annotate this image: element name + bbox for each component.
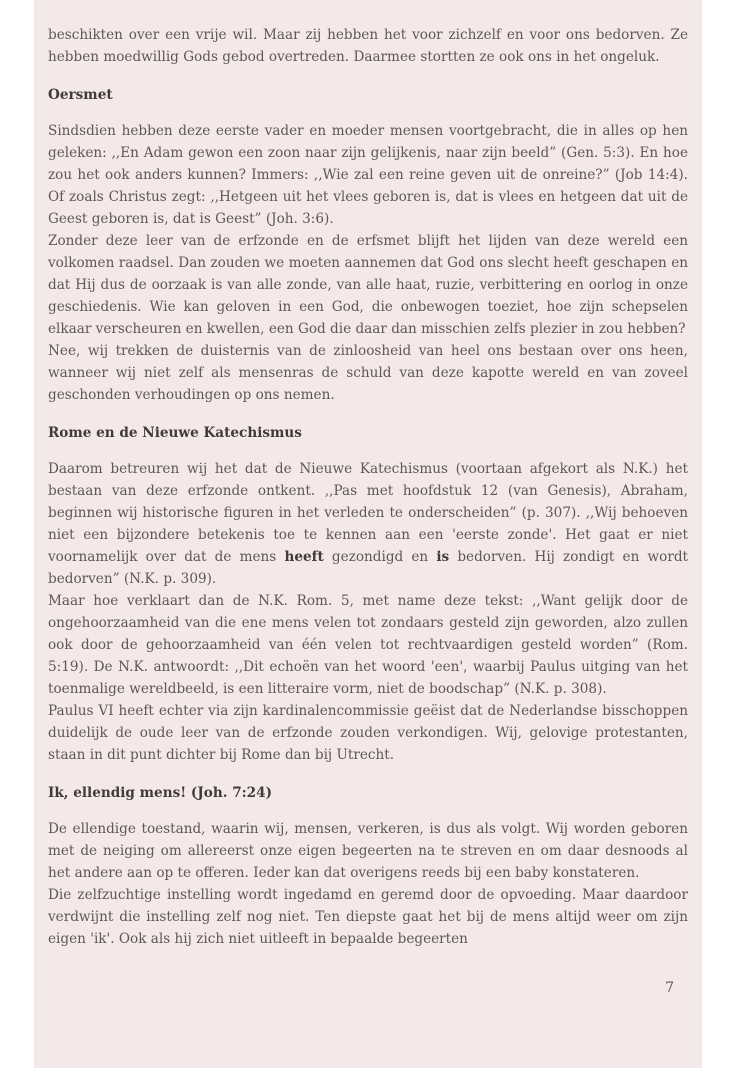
page	[34, 0, 702, 1068]
ellendig-paragraph-2: Die zelfzuchtige instelling wordt ingedamd en geremd door de opvoeding. Maar daardoor verdwijnt die instelling zelf nog niet. Ten diepste gaat het bij de mens altijd weer om zijn eigen 'ik'. Ook als hij zich niet uitleeft in bepaalde begeerten	[48, 887, 688, 947]
rome-p1-text-b: gezondigd en	[323, 549, 437, 565]
heading-rome: Rome en de Nieuwe Katechismus	[48, 425, 302, 441]
intro-paragraph: beschikten over een vrije wil. Maar zij hebben het voor zichzelf en voor ons bedorven. Ze hebben moedwillig Gods gebod overtreden. Daarmee stortten ze ook ons in het ongeluk.	[48, 27, 688, 65]
rome-p1-bold-is: is	[436, 549, 450, 565]
ellendig-paragraph-1: De ellendige toestand, waarin wij, mensen, verkeren, is dus als volgt. Wij worden geboren met de neiging om allereerst onze eigen begeerten na te streven en om daar desnoods al het andere aan op te offeren. Ieder kan dat overigens reeds bij een baby konstateren.	[48, 821, 688, 881]
rome-paragraph-2: Maar hoe verklaart dan de N.K. Rom. 5, met name deze tekst: ,,Want gelijk door de ongehoorzaamheid van die ene mens velen tot zondaars gesteld zijn geworden, alzo zullen ook door de gehoorzaamheid van één velen tot rechtvaardigen gesteld worden” (Rom. 5:19). De N.K. antwoordt: ,,Dit echoën van het woord 'een', waarbij Paulus uitging van het toenmalige wereldbeeld, is een litteraire vorm, niet de boodschap” (N.K. p. 308).	[48, 593, 688, 697]
rome-p1-bold-heeft: heeft	[284, 549, 324, 565]
heading-oersmet: Oersmet	[48, 87, 113, 103]
oersmet-paragraph-2: Zonder deze leer van de erfzonde en de erfsmet blijft het lijden van deze wereld een volkomen raadsel. Dan zouden we moeten aannemen dat God ons slecht heeft geschapen en dat Hij dus de oorzaak is van alle zonde, van alle haat, ruzie, verbittering en oorlog in onze geschiedenis. Wie kan geloven in een God, die onbewogen toeziet, hoe zijn schepselen elkaar verscheuren en kwellen, een God die daar dan misschien zelfs plezier in zou hebben?	[48, 233, 688, 337]
heading-ellendig: Ik, ellendig mens! (Joh. 7:24)	[48, 785, 273, 801]
rome-paragraph-1	[48, 458, 688, 590]
rome-paragraph-3: Paulus VI heeft echter via zijn kardinalencommissie geëist dat de Nederlandse bisschoppen duidelijk de oude leer van de erfzonde zouden verkondigen. Wij, gelovige protestanten, staan in dit punt dichter bij Rome dan bij Utrecht.	[48, 703, 688, 763]
page-content	[48, 24, 688, 950]
rome-p1-text-a: Daarom betreuren wij het dat de Nieuwe Katechismus (voortaan afgekort als N.K.) het bestaan van deze erfzonde ontkent. ,,Pas met hoofdstuk 12 (van Genesis), Abraham, beginnen wij historische figuren in het verleden te onderscheiden” (p. 307). ,,Wij behoeven niet een bijzondere betekenis toe te kennen aan een 'eerste zonde'. Het gaat er niet voornamelijk over dat de mens	[48, 461, 688, 565]
page-number: 7	[665, 980, 674, 996]
rome-p1-text-c: bedorven. Hij zondigt en wordt bedorven” (N.K. p. 309).	[48, 549, 688, 587]
oersmet-paragraph-1: Sindsdien hebben deze eerste vader en moeder mensen voortgebracht, die in alles op hen geleken: ,,En Adam gewon een zoon naar zijn gelijkenis, naar zijn beeld” (Gen. 5:3). En hoe zou het ook anders kunnen? Immers: ,,Wie zal een reine geven uit de onreine?” (Job 14:4). Of zoals Christus zegt: ,,Hetgeen uit het vlees geboren is, dat is vlees en hetgeen dat uit de Geest geboren is, dat is Geest” (Joh. 3:6).	[48, 123, 688, 227]
oersmet-paragraph-3: Nee, wij trekken de duisternis van de zinloosheid van heel ons bestaan over ons heen, wanneer wij niet zelf als mensenras de schuld van deze kapotte wereld en van zoveel geschonden verhoudingen op ons nemen.	[48, 343, 688, 403]
